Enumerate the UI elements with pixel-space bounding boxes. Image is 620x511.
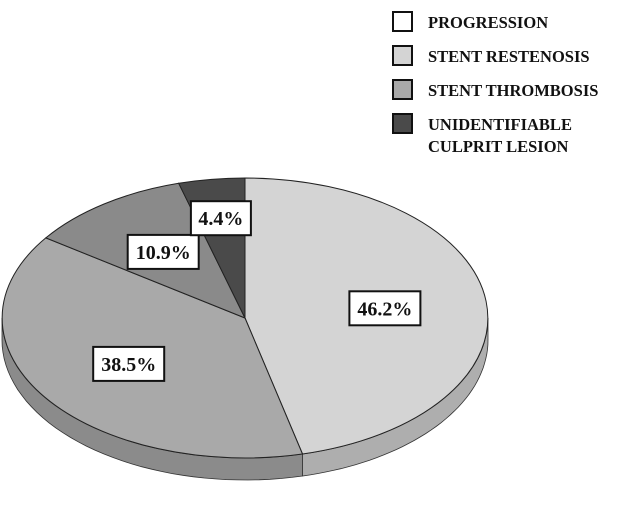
- legend-swatch: [392, 11, 413, 32]
- svg-text:46.2%: 46.2%: [357, 298, 413, 321]
- pie-data-label: [349, 291, 420, 325]
- legend-swatch: [392, 113, 413, 134]
- svg-text:10.9%: 10.9%: [135, 241, 191, 264]
- legend-label: UNIDENTIFIABLE CULPRIT LESION: [428, 115, 572, 156]
- legend-swatch: [392, 45, 413, 66]
- pie-data-label: [93, 347, 164, 381]
- legend-label: STENT RESTENOSIS: [428, 47, 590, 66]
- svg-text:38.5%: 38.5%: [101, 353, 157, 376]
- pie-data-label: [128, 235, 199, 269]
- legend-label: PROGRESSION: [428, 13, 549, 32]
- svg-text:4.4%: 4.4%: [198, 208, 244, 231]
- pie-data-label: [191, 201, 251, 235]
- legend-swatch: [392, 79, 413, 100]
- legend-label: STENT THROMBOSIS: [428, 81, 599, 100]
